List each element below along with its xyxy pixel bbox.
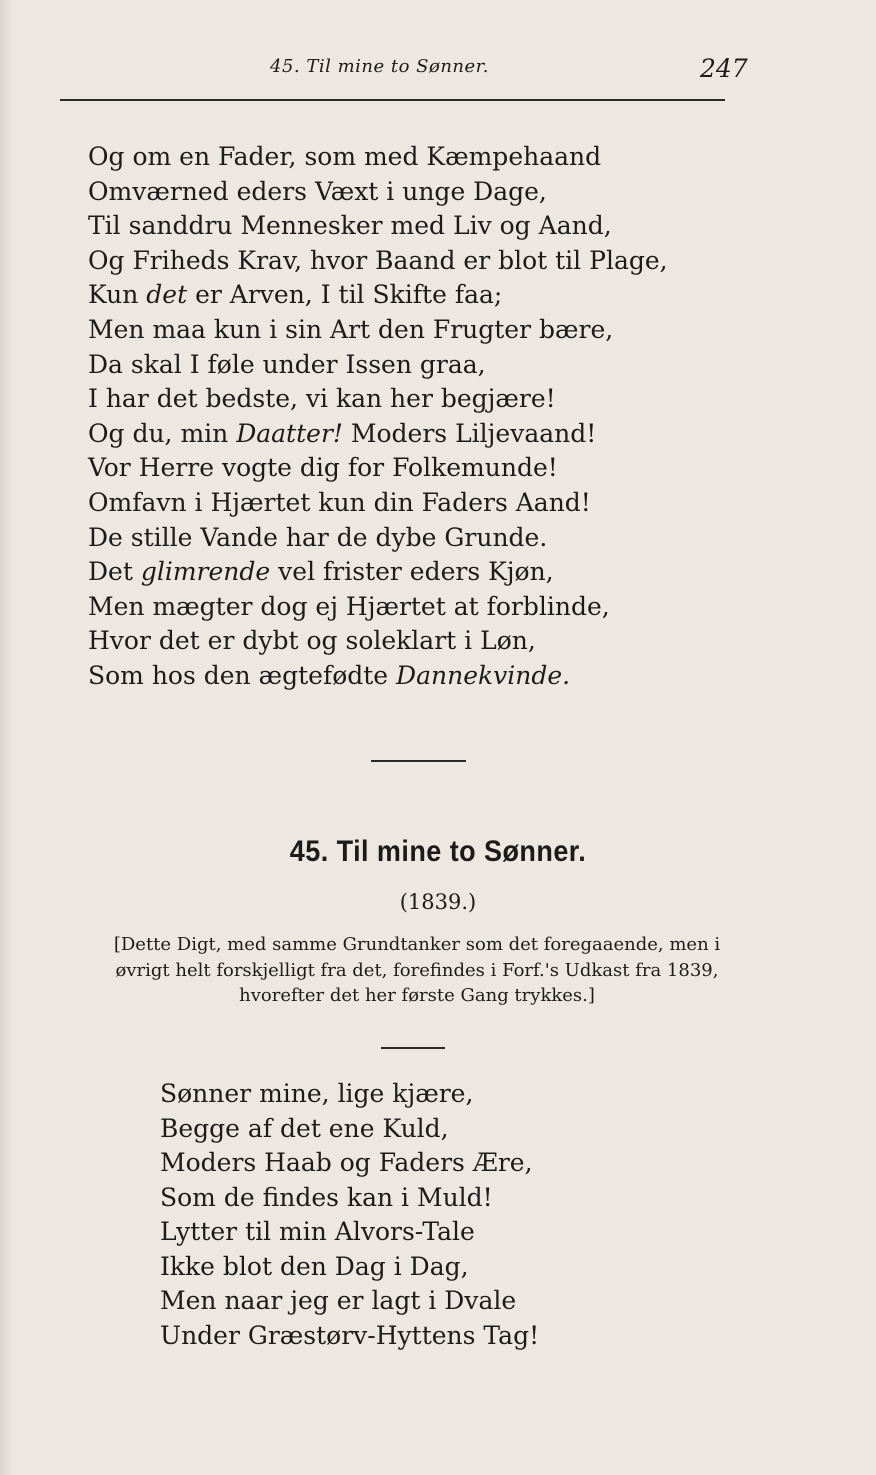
poem-stanza <box>160 1077 539 1353</box>
verse-text: Kun <box>88 280 147 310</box>
note-divider <box>381 1047 445 1049</box>
verse-line <box>88 555 668 590</box>
verse-line <box>88 313 668 348</box>
verse-line <box>88 590 668 625</box>
verse-line <box>88 175 668 210</box>
verse-text: Omværned eders Væxt i unge Dage, <box>88 176 547 206</box>
note-line: øvrigt helt forskjelligt fra det, forefindes i Forf.'s Udkast fra 1839, <box>115 959 719 981</box>
verse-line: Sønner mine, lige kjære, <box>160 1079 474 1108</box>
verse-text: Men maa kun i sin Art den Frugter bære, <box>88 314 614 344</box>
poem-title: 45. Til mine to Sønner. <box>289 835 587 868</box>
verse-text: Moders Liljevaand! <box>342 418 597 448</box>
verse-text: Omfavn i Hjærtet kun din Faders Aand! <box>88 487 591 517</box>
verse-emphasis: det <box>146 280 188 310</box>
header-rule <box>60 99 725 101</box>
verse-text: De stille Vande har de dybe Grunde. <box>88 522 548 552</box>
section-divider <box>371 760 466 762</box>
verse-line <box>88 417 668 452</box>
verse-line: Under Græstørv-Hyttens Tag! <box>160 1320 540 1350</box>
verse-line: Men naar jeg er lagt i Dvale <box>160 1286 517 1315</box>
editorial-note <box>62 932 772 1009</box>
verse-line <box>88 521 668 556</box>
verse-line <box>88 278 668 313</box>
poem-year: (1839.) <box>399 890 477 914</box>
verse-line <box>88 659 668 694</box>
verse-line <box>88 451 668 486</box>
verse-line: Ikke blot den Dag i Dag, <box>160 1251 469 1281</box>
page-edge-shadow <box>0 0 14 1475</box>
verse-line <box>88 486 668 521</box>
verse-line: Lytter til min Alvors-Tale <box>160 1217 475 1246</box>
verse-line: Begge af det ene Kuld, <box>160 1113 449 1143</box>
verse-text: Da skal I føle under Issen graa, <box>88 349 486 379</box>
verse-line <box>88 140 668 175</box>
note-line: hvorefter det her første Gang trykkes.] <box>239 985 595 1006</box>
page-number: 247 <box>700 54 748 83</box>
verse-line: Moders Haab og Faders Ære, <box>160 1148 533 1177</box>
verse-text: Hvor det er dybt og soleklart i Løn, <box>88 626 536 656</box>
verse-emphasis: Dannekvinde. <box>396 660 571 690</box>
verse-text: er Arven, I til Skifte faa; <box>187 280 503 310</box>
verse-line <box>88 382 668 417</box>
verse-line <box>88 624 668 659</box>
verse-text: Til sanddru Mennesker med Liv og Aand, <box>88 211 612 241</box>
running-title: 45. Til mine to Sønner. <box>270 56 490 77</box>
verse-emphasis: glimrende <box>140 557 271 587</box>
verse-emphasis: Daatter! <box>236 418 343 448</box>
verse-text: Som hos den ægtefødte <box>88 660 397 690</box>
page-header <box>0 52 876 86</box>
verse-text: Og om en Fader, som med Kæmpehaand <box>88 142 602 171</box>
verse-text: Og Friheds Krav, hvor Baand er blot til Plage, <box>88 245 668 275</box>
verse-line <box>88 348 668 383</box>
verse-text: Det <box>88 557 141 587</box>
verse-text: Men mægter dog ej Hjærtet at forblinde, <box>88 591 610 621</box>
poem-stanza-continued <box>88 140 668 694</box>
verse-text: Vor Herre vogte dig for Folkemunde! <box>88 453 558 483</box>
verse-text: I har det bedste, vi kan her begjære! <box>88 384 556 414</box>
verse-text: vel frister eders Kjøn, <box>270 557 554 587</box>
note-line: [Dette Digt, med samme Grundtanker som det foregaaende, men i <box>113 934 721 955</box>
verse-line <box>88 244 668 279</box>
verse-line: Som de findes kan i Muld! <box>160 1182 493 1212</box>
verse-text: Og du, min <box>88 418 237 448</box>
verse-line <box>88 209 668 244</box>
